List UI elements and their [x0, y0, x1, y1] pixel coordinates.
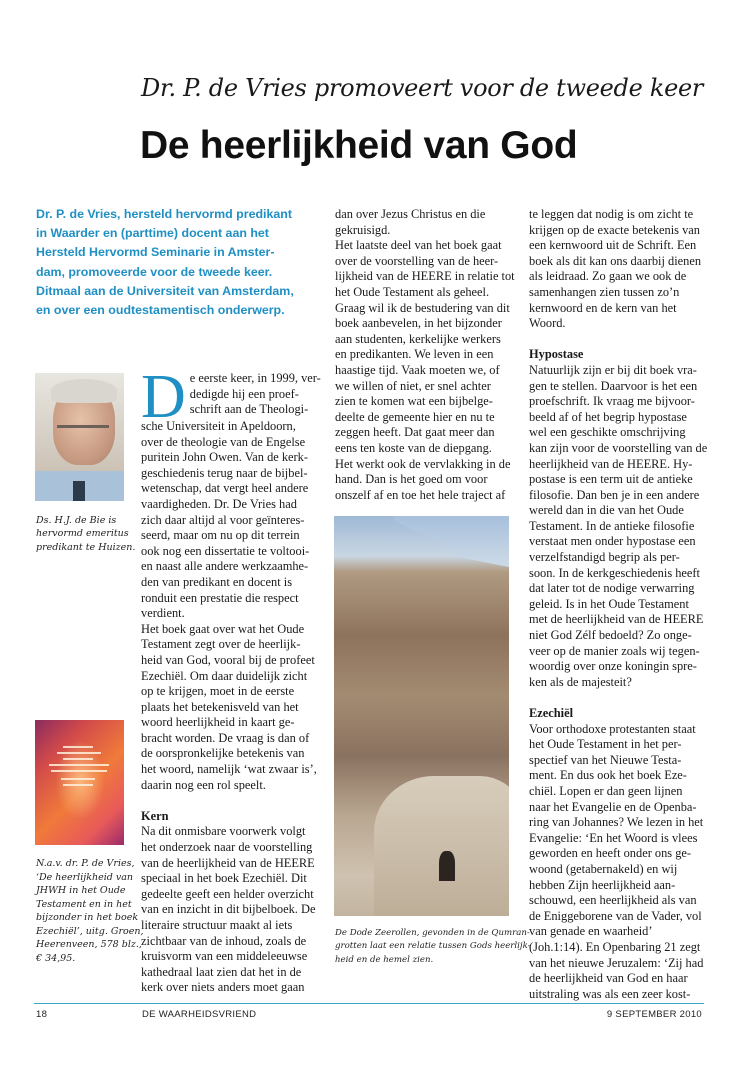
text-line: schrift aan de Theologi-: [189, 402, 309, 417]
text-line: Testament zegt over de heerlijk-: [141, 637, 301, 652]
text-line: chiël. Lopen er dan geen lijnen: [529, 783, 683, 798]
cover-text-line: [63, 784, 93, 786]
article-lead: [36, 205, 321, 320]
caption-line: N.a.v. dr. P. de Vries,: [36, 858, 135, 869]
caption-line: Heerenveen, 578 blz.,: [36, 939, 142, 950]
text-line: eens ten koste van de diepgang.: [335, 440, 492, 455]
text-line: als leidraad. Zo gaan we ook de: [529, 269, 687, 284]
lead-line: in Waarder en (parttime) docent aan het: [36, 226, 269, 241]
text-line: ken als de majesteit?: [529, 674, 632, 689]
text-line: kerk over niets anders moet gaan: [141, 980, 305, 995]
text-line: boek als dit kan ons daarbij dienen: [529, 253, 702, 268]
text-line: literaire structuur maakt al iets: [141, 918, 293, 932]
text-line: dedigde hij een proef-: [189, 386, 299, 401]
text-line: woord heerlijkheid in kaart ge-: [141, 715, 295, 730]
caption-line: Testament en in het: [36, 898, 132, 910]
article-subtitle: Dr. P. de Vries promoveert voor de tweede keer: [141, 74, 704, 102]
text-line: het Oude Testament in het per-: [529, 737, 682, 752]
page-number: 18: [36, 1009, 48, 1020]
text-line: dan over Jezus Christus en die: [335, 207, 486, 221]
qumran-photo-caption: [335, 927, 531, 967]
text-line: over de voorstelling van de heer-: [335, 253, 499, 268]
cover-text-line: [57, 752, 101, 754]
text-line: den van predikant en docent is: [141, 574, 293, 589]
text-line: ook nog een dissertatie te voltooi-: [141, 543, 310, 558]
text-line: Testament. In de antieke filosofie: [529, 518, 695, 533]
text-line: woond (getabernakeld) en wij: [529, 861, 678, 876]
text-line: schouwd, een heerlijkheid als van: [529, 893, 697, 908]
lead-line: dam, promoveerde voor de tweede keer.: [36, 264, 273, 279]
text-line: deelte de gemeente hier en nu te: [335, 409, 495, 424]
text-line: met de heerlijkheid van de HEERE: [529, 612, 704, 627]
text-line: naar het Evangelie en de Openba-: [529, 799, 697, 814]
caption-line: heid en de hemel zien.: [335, 954, 434, 965]
text-line: we willen of niet, er snel achter: [335, 378, 491, 393]
photo-hair: [51, 379, 117, 403]
text-line: van de heerlijkheid van de HEERE: [141, 855, 315, 870]
book-cover-caption: [36, 857, 144, 965]
cover-text-line: [63, 746, 93, 748]
section-heading-ezechiel: Ezechiël: [529, 706, 574, 720]
drop-cap: D: [141, 363, 186, 431]
text-line: geworden en heeft onder ons ge-: [529, 846, 692, 861]
text-line: geschiedenis terug naar de bijbel-: [141, 465, 308, 480]
text-line: woordig over onze koningin spre-: [529, 659, 697, 674]
footer-rule: [34, 1003, 704, 1004]
text-line: zien te komen wat een bijbelge-: [335, 394, 493, 409]
text-line: verstaat men onder hypostase een: [529, 534, 696, 549]
text-line: speciaal in het boek Ezechiël. Dit: [141, 871, 307, 886]
text-line: plaats het betekenisveld van het: [141, 699, 299, 714]
text-line: het woord, namelijk ‘wat zwaar is’,: [141, 762, 317, 777]
text-line: ronduit een prestatie die respect: [141, 590, 299, 605]
text-line: verzelfstandigd begrip als per-: [529, 550, 680, 565]
caption-line: Ds. H.J. de Bie is: [36, 515, 117, 526]
text-line: heid van God, vooral bij de profeet: [141, 652, 315, 667]
photo-rock: [374, 776, 509, 916]
text-line: Voor orthodoxe protestanten staat: [529, 721, 696, 736]
text-line: op te krijgen, moet in de eerste: [141, 684, 295, 699]
text-line: Het boek gaat over wat het Oude: [141, 621, 305, 636]
lead-line: Ditmaal aan de Universiteit van Amsterdam,: [36, 283, 294, 298]
magazine-name: DE WAARHEIDSVRIEND: [142, 1009, 257, 1020]
text-line: heerlijkheid van de HEERE. Hy-: [529, 456, 693, 471]
text-line: van genade en waarheid’: [529, 924, 653, 939]
text-line: proefschrift. Ik vraag me bijvoor-: [529, 394, 695, 409]
text-line: een kernwoord uit de Schrift. Een: [529, 238, 697, 253]
text-line: beeld af of het begrip hypostase: [529, 409, 687, 424]
text-line: bracht worden. De vraag is dan of: [141, 730, 310, 745]
text-line: gen te stellen. Daarvoor is het een: [529, 378, 698, 393]
text-line: lijkheid van de HEERE in relatie tot: [335, 269, 515, 284]
text-line: postase is een term uit de antieke: [529, 472, 693, 487]
text-line: uitstraling was als een zeer kost-: [529, 986, 691, 1001]
text-line: veer op de manier zoals wij tegen-: [529, 643, 700, 658]
lead-line: Hersteld Hervormd Seminarie in Amster-: [36, 245, 275, 260]
text-line: zich daar altijd al voor geïnteres-: [141, 512, 305, 527]
text-line: Woord.: [529, 316, 566, 331]
text-line: filosofie. Dan ben je in een andere: [529, 487, 700, 502]
text-line: Graag wil ik de bestudering van dit: [335, 300, 510, 315]
article-title: De heerlijkheid van God: [140, 124, 578, 167]
text-line: aan studenten, kerkelijke werkers: [335, 331, 501, 346]
cover-text-line: [61, 778, 95, 780]
author-photo: [35, 373, 124, 501]
author-photo-caption: [36, 514, 136, 554]
text-line: geleid. Is in het Oude Testament: [529, 596, 689, 611]
text-line: daarin nog een rol speelt.: [141, 777, 266, 792]
lead-line: en over een oudtestamentisch onderwerp.: [36, 303, 285, 318]
text-line: dat later tot de nodige verwarring: [529, 581, 695, 596]
text-line: en naast alle andere werkzaamhe-: [141, 559, 309, 574]
text-line: Ezechiël. Om daar duidelijk zicht: [141, 668, 308, 683]
section-heading-hypostase: Hypostase: [529, 347, 584, 362]
text-line: het onderzoek naar de voorstelling: [141, 840, 313, 855]
text-line: ring van Johannes? We lezen in het: [529, 815, 704, 830]
text-line: (Joh.1:14). En Openbaring 21 zegt: [529, 939, 701, 954]
text-line: het Oude Testament als geheel.: [335, 284, 490, 299]
text-line: Het werkt ook de vervlakking in de: [335, 456, 511, 471]
text-line: onszelf af en toe het hele traject af: [335, 487, 506, 502]
text-line: gedeelte geeft een helder overzicht: [141, 886, 314, 901]
book-cover-image: [35, 720, 124, 845]
photo-cave-entrance: [439, 851, 455, 881]
text-line: ment. En dus ook het boek Eze-: [529, 768, 687, 783]
text-line: verdient.: [141, 606, 185, 621]
text-line: e eerste keer, in 1999, ver-: [189, 371, 321, 385]
text-line: Evangelie: ‘En het Woord is vlees: [529, 830, 698, 845]
cover-text-line: [51, 770, 107, 772]
text-line: kruisvorm van een middeleeuwse: [141, 949, 308, 964]
issue-date: 9 SEPTEMBER 2010: [606, 1009, 702, 1020]
text-line: van en inzicht in dit bijbelboek. De: [141, 902, 316, 917]
text-line: wel een geschikte omschrijving: [529, 425, 686, 440]
text-line: hand. Dan is het goed om voor: [335, 472, 488, 487]
text-line: zeggen heeft. Dat gaat meer dan: [335, 425, 495, 440]
text-line: kan zijn voor de voorstelling van de: [529, 440, 708, 455]
caption-line: bijzonder in het boek: [36, 912, 139, 923]
text-line: wetenschap, dat vergt heel andere: [141, 481, 309, 496]
section-heading-kern: Kern: [141, 808, 169, 823]
article-column-1: [141, 363, 326, 996]
caption-line: De Dode Zeerollen, gevonden in de Qumran-: [335, 928, 530, 938]
text-line: haastige tijd. Vaak moeten we, of: [335, 362, 500, 377]
caption-line: Ezechiël’, uitg. Groen,: [36, 925, 144, 937]
caption-line: predikant te Huizen.: [36, 541, 136, 553]
text-line: de Eniggeborene van de Vader, vol: [529, 908, 702, 923]
photo-tie: [73, 481, 85, 501]
photo-sky: [394, 516, 509, 576]
text-line: Natuurlijk zijn er bij dit boek vra-: [529, 362, 697, 377]
text-line: samenhangen zien tussen zo’n: [529, 284, 680, 299]
caption-line: hervormd emeritus: [36, 528, 129, 540]
text-line: puritein John Owen. Van de kerk-: [141, 450, 309, 465]
text-line: boek aanbevelen, in het bijzonder: [335, 316, 502, 331]
text-line: zichtbaar van de inhoud, zoals de: [141, 933, 307, 948]
text-line: Na dit onmisbare voorwerk volgt: [141, 824, 306, 839]
text-line: krijgen op de exacte betekenis van: [529, 222, 700, 237]
text-line: over de theologie van de Engelse: [141, 434, 306, 449]
text-line: seerd, maar om nu op dit terrein: [141, 528, 300, 543]
text-line: Het laatste deel van het boek gaat: [335, 238, 502, 253]
lead-line: Dr. P. de Vries, hersteld hervormd predikant: [36, 207, 292, 221]
photo-glasses: [57, 425, 109, 428]
article-column-3: [529, 207, 714, 1002]
text-line: vaardigheden. Dr. De Vries had: [141, 496, 297, 511]
caption-line: ‘De heerlijkheid van: [36, 871, 133, 883]
text-line: sche Universiteit in Apeldoorn,: [141, 419, 296, 433]
cover-text-line: [63, 758, 93, 760]
text-line: de oorspronkelijke betekenis van: [141, 746, 305, 761]
text-line: soon. In de kerkgeschiedenis heeft: [529, 565, 701, 580]
text-line: gekruisigd.: [335, 222, 391, 237]
caption-line: € 34,95.: [36, 952, 76, 964]
text-line: niet God Zélf bedoeld? Zo onge-: [529, 628, 692, 643]
text-line: kernwoord en de kern van het: [529, 300, 677, 315]
text-line: en predikanten. We leven in een: [335, 347, 494, 362]
caption-line: grotten laat een relatie tussen Gods heerlijk-: [335, 941, 531, 952]
text-line: wereld dan in die van het Oude: [529, 503, 684, 518]
cover-text-line: [49, 764, 109, 766]
caption-line: JHWH in het Oude: [36, 885, 126, 896]
text-line: de heerlijkheid van God en haar: [529, 971, 688, 986]
text-line: kathedraal laat zien dat het in de: [141, 964, 302, 979]
text-line: hebben Zijn heerlijkheid aan-: [529, 877, 676, 892]
text-line: te leggen dat nodig is om zicht te: [529, 207, 694, 221]
article-column-2: [335, 207, 520, 503]
qumran-caves-photo: [334, 516, 509, 916]
text-line: van het nieuwe Jeruzalem: ‘Zij had: [529, 955, 704, 970]
text-line: spectief van het Nieuwe Testa-: [529, 752, 682, 767]
